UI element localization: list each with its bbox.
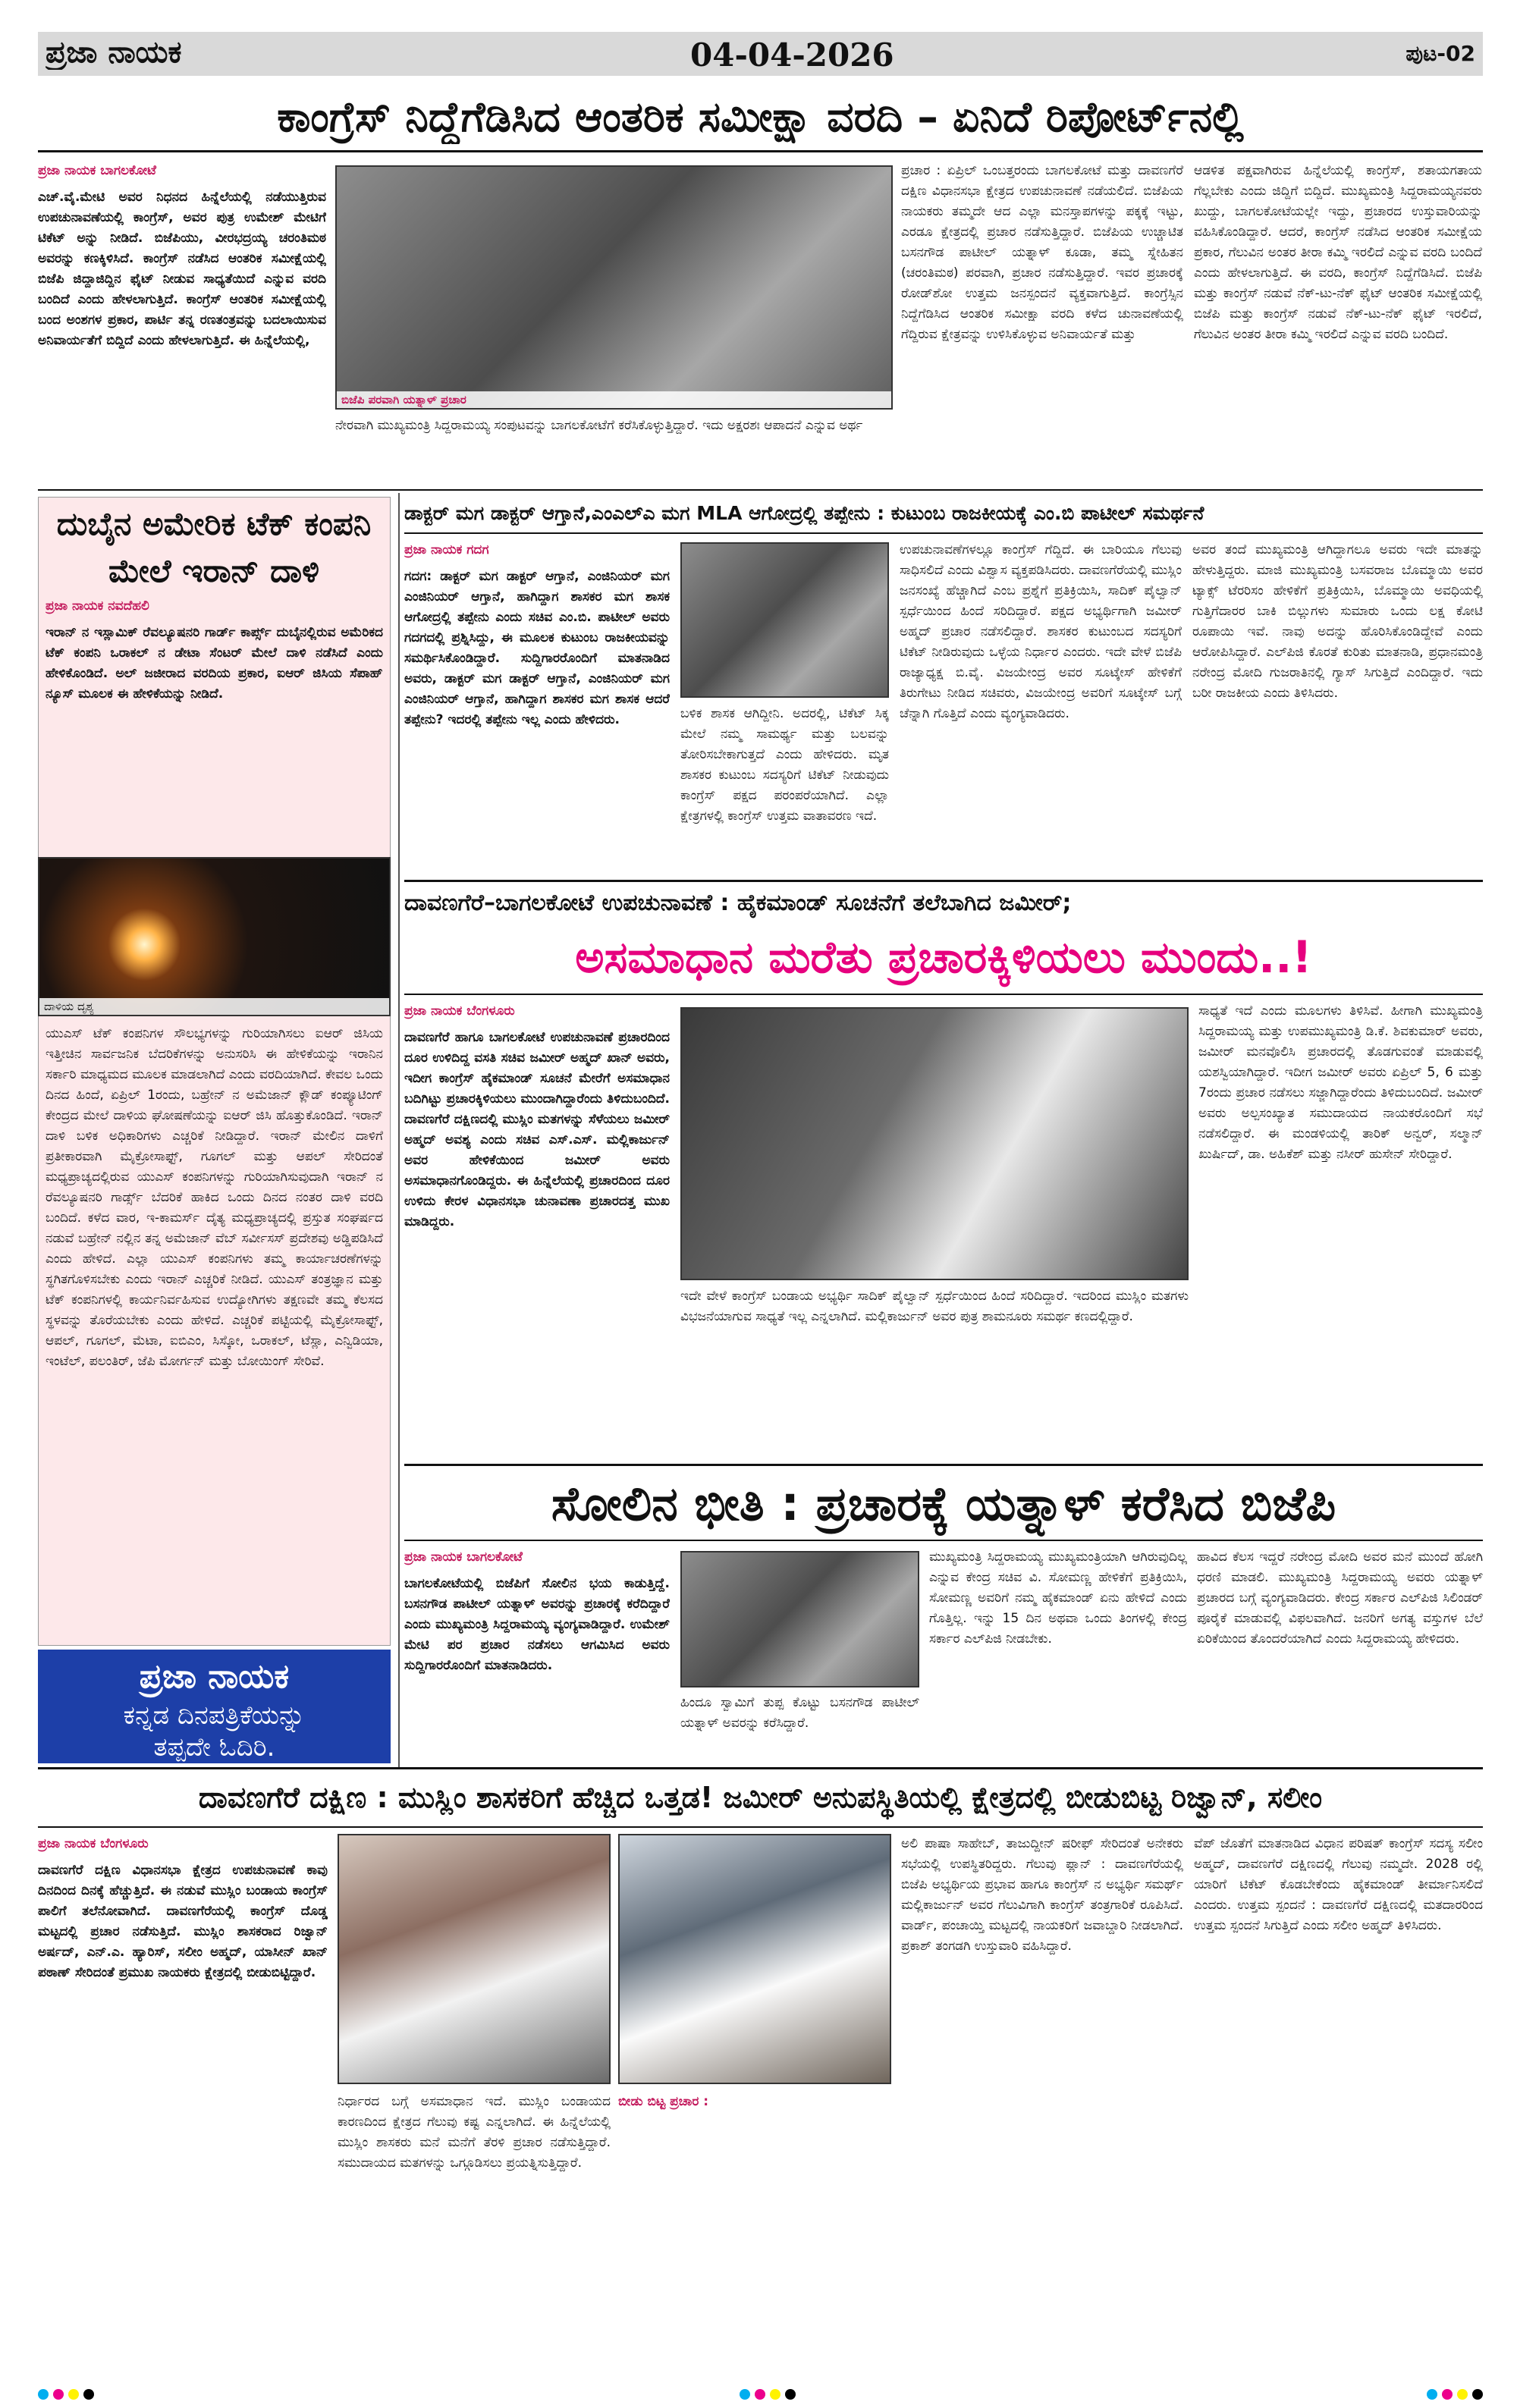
promo-banner bbox=[38, 1650, 391, 1763]
story4-col2: ಮುಖ್ಯಮಂತ್ರಿ ಸಿದ್ದರಾಮಯ್ಯ ಮುಖ್ಯಮಂತ್ರಿಯಾಗಿ ಆಗಿರುವುದಿಲ್ಲ ಎನ್ನುವ ಕೇಂದ್ರ ಸಚಿವ ವಿ. ಸೋಮಣ್ಣ ಹೇಳಿಕೆಗೆ ಪ್ರತಿಕ್ರಿಯಿಸಿ, ಸೋಮಣ್ಣ ಅವರಿಗೆ ನಮ್ಮ ಹೈಕಮಾಂಡ್ ಏನು ಹೇಳಿದೆ ಎಂದು ಗೊತ್ತಿಲ್ಲ. ಇನ್ನು 15 ದಿನ ಅಥವಾ ಒಂದು ತಿಂಗಳಲ್ಲಿ ಕೇಂದ್ರ ಸರ್ಕಾರ ಎಲ್‌ಪಿಜಿ ನೀಡಬೇಕು. bbox=[929, 1549, 1187, 1647]
divider bbox=[404, 532, 1483, 534]
photo-caption: ದಾಳಿಯ ದೃಶ್ಯ bbox=[39, 998, 389, 1015]
story1-below-photo: ನೇರವಾಗಿ ಮುಖ್ಯಮಂತ್ರಿ ಸಿದ್ದರಾಮಯ್ಯ ಸಂಪುಟವನ್ನು ಬಾಗಲಕೋಟೆಗೆ ಕರೆಸಿಕೊಳ್ಳುತ್ತಿದ್ದಾರೆ. ಇದು ಅಕ್ಷರಶಃ ಆಪಾದನೆ ಎನ್ನುವ ಅರ್ಥ bbox=[335, 418, 863, 433]
cmyk-dot bbox=[1472, 2389, 1483, 2400]
story3-below-photo: ಇದೇ ವೇಳೆ ಕಾಂಗ್ರೆಸ್ ಬಂಡಾಯ ಅಭ್ಯರ್ಥಿ ಸಾದಿಕ್ ಪೈಲ್ವಾನ್ ಸ್ಪರ್ಧೆಯಿಂದ ಹಿಂದೆ ಸರಿದಿದ್ದಾರೆ. ಇದರಿಂದ ಮುಸ್ಲಿಂ ಮತಗಳು ವಿಭಜನೆಯಾಗುವ ಸಾಧ್ಯತೆ ಇಲ್ಲ ಎನ್ನಲಾಗಿದೆ. ಮಲ್ಲಿಕಾರ್ಜುನ್ ಅವರ ಪುತ್ರ ಶಾಮನೂರು ಸಮರ್ಥ ಕಣದಲ್ಲಿದ್ದಾರೆ. bbox=[680, 1289, 1189, 1324]
story5-photo-left bbox=[338, 1834, 611, 2084]
story4-col1 bbox=[404, 1547, 670, 1761]
dateline: ಪ್ರಜಾ ನಾಯಕ ಗದಗ bbox=[404, 542, 489, 557]
dateline: ಪ್ರಜಾ ನಾಯಕ ಬೆಂಗಳೂರು bbox=[38, 1836, 149, 1851]
story5-below-photos-right bbox=[618, 2092, 891, 2369]
masthead-name: ಪ್ರಜಾ ನಾಯಕ bbox=[46, 35, 182, 70]
cmyk-dot bbox=[1442, 2389, 1453, 2400]
divider bbox=[398, 493, 400, 1767]
cmyk-dot bbox=[1427, 2389, 1437, 2400]
story4-photo-caption: ಹಿಂದೂ ಸ್ವಾಮಿಗೆ ತುಪ್ಪ ಕೊಟ್ಟು ಬಸನಗೌಡ ಪಾಟೀಲ್ ಯತ್ನಾಳ್ ಅವರನ್ನು ಕರೆಸಿದ್ದಾರೆ. bbox=[680, 1695, 919, 1731]
story3-col1 bbox=[404, 1001, 670, 1456]
story1-col3: ಆಡಳಿತ ಪಕ್ಷವಾಗಿರುವ ಹಿನ್ನೆಲೆಯಲ್ಲಿ ಕಾಂಗ್ರೆಸ್, ಶತಾಯಗತಾಯ ಗೆಲ್ಲಬೇಕು ಎಂದು ಜಿದ್ದಿಗೆ ಬಿದ್ದಿದೆ. ಮುಖ್ಯಮಂತ್ರಿ ಸಿದ್ದರಾಮಯ್ಯನವರು ಖುದ್ದು, ಬಾಗಲಕೋಟೆಯಲ್ಲೇ ಇದ್ದು, ಪ್ರಚಾರದ ಉಸ್ತುವಾರಿಯನ್ನು ವಹಿಸಿಕೊಂಡಿದ್ದಾರೆ. ಆದರೆ, ಕಾಂಗ್ರೆಸ್ ನಡೆಸಿದ ಆಂತರಿಕ ಸಮೀಕ್ಷೆಯ ಪ್ರಕಾರ, ಗೆಲುವಿನ ಅಂತರ ತೀರಾ ಕಮ್ಮಿ ಇರಲಿದೆ ಎನ್ನುವ ವರದಿ ಬಂದಿದೆ ಎಂದು ಹೇಳಲಾಗುತ್ತಿದೆ. ಈ ವರದಿ, ಕಾಂಗ್ರೆಸ್ ನಿದ್ದೆಗೆಡಿಸಿದೆ. ಬಿಜೆಪಿ ಮತ್ತು ಕಾಂಗ್ರೆಸ್ ನಡುವೆ ನೆಕ್-ಟು-ನೆಕ್ ಫೈಟ್ ಆಂತರಿಕ ಸಮೀಕ್ಷೆಯಲ್ಲಿ ಬಿಜೆಪಿ ಮತ್ತು ಕಾಂಗ್ರೆಸ್ ನಡುವೆ ನೆಕ್-ಟು-ನೆಕ್ ಫೈಟ್ ಇರಲಿದೆ, ಗೆಲುವಿನ ಅಂತರ ತೀರಾ ಕಮ್ಮಿ ಇರಲಿದೆ ಎನ್ನುವ ವರದಿ ಬಂದಿದೆ. bbox=[1194, 163, 1482, 342]
story1-col2: ಪ್ರಚಾರ : ಏಪ್ರಿಲ್ ಒಂಬತ್ತರಂದು ಬಾಗಲಕೋಟೆ ಮತ್ತು ದಾವಣಗೆರೆ ದಕ್ಷಿಣ ವಿಧಾನಸಭಾ ಕ್ಷೇತ್ರದ ಉಪಚುನಾವಣೆ ನಡೆಯಲಿದೆ. ಬಿಜೆಪಿಯ ನಾಯಕರು ತಮ್ಮದೇ ಆದ ಎಲ್ಲಾ ಮನಸ್ತಾಪಗಳನ್ನು ಪಕ್ಕಕ್ಕೆ ಇಟ್ಟು, ಎರಡೂ ಕ್ಷೇತ್ರದಲ್ಲಿ ಪ್ರಚಾರ ನಡೆಸುತ್ತಿದ್ದಾರೆ. ಬಿಜೆಪಿಯ ಉಚ್ಚಾಟಿತ ಬಸನಗೌಡ ಪಾಟೀಲ್ ಯತ್ನಾಳ್ ಕೂಡಾ, ತಮ್ಮ ಸ್ನೇಹಿತನ (ಚರಂತಿಮಠ) ಪರವಾಗಿ, ಪ್ರಚಾರ ನಡೆಸುತ್ತಿದ್ದಾರೆ. ಇವರ ಪ್ರಚಾರಕ್ಕೆ ರೋಡ್‌ಶೋ ಉತ್ತಮ ಜನಸ್ಪಂದನೆ ವ್ಯಕ್ತವಾಗುತ್ತಿದೆ. ಕಾಂಗ್ರೆಸ್ಸಿನ ನಿದ್ದೆಗೆಡಿಸಿದ ಆಂತರಿಕ ಸಮೀಕ್ಷಾ ವರದಿ ಕಳೆದ ಚುನಾವಣೆಯಲ್ಲಿ ಗೆದ್ದಿರುವ ಕ್ಷೇತ್ರವನ್ನು ಉಳಿಸಿಕೊಳ್ಳುವ ಅನಿವಾರ್ಯತೆ ಮತ್ತು bbox=[901, 163, 1183, 342]
divider bbox=[38, 150, 1483, 152]
photo-caption: ಬಿಜೆಪಿ ಪರವಾಗಿ ಯತ್ನಾಳ್ ಪ್ರಚಾರ bbox=[337, 391, 891, 408]
photo-caption: ಬೀಡು ಬಿಟ್ಟ ಪ್ರಚಾರ : bbox=[618, 2094, 709, 2109]
story5-col2: ಅಲಿ ಪಾಷಾ ಸಾಹೇಬ್, ತಾಜುದ್ದೀನ್ ಷರೀಫ್ ಸೇರಿದಂತೆ ಅನೇಕರು ಸಭೆಯಲ್ಲಿ ಉಪಸ್ಥಿತರಿದ್ದರು. ಗೆಲುವು ಪ್ಲಾನ್ : ದಾವಣಗೆರೆಯಲ್ಲಿ ಬಿಜೆಪಿ ಅಭ್ಯರ್ಥಿಯ ಪ್ರಭಾವ ಹಾಗೂ ಕಾಂಗ್ರೆಸ್ ನ ಅಭ್ಯರ್ಥಿ ಸಮರ್ಥ್ ಮಲ್ಲಿಕಾರ್ಜುನ್ ಅವರ ಗೆಲುವಿಗಾಗಿ ಕಾಂಗ್ರೆಸ್ ತಂತ್ರಗಾರಿಕೆ ರೂಪಿಸಿದೆ. ವಾರ್ಡ್, ಪಂಚಾಯ್ತಿ ಮಟ್ಟದಲ್ಲಿ ನಾಯಕರಿಗೆ ಜವಾಬ್ದಾರಿ ನೀಡಲಾಗಿದೆ. ಪ್ರಕಾಶ್ ತಂಗಡಗಿ ಉಸ್ತುವಾರಿ ವಹಿಸಿದ್ದಾರೆ. bbox=[901, 1836, 1183, 1954]
story2-lead: ಗದಗ: ಡಾಕ್ಟರ್ ಮಗ ಡಾಕ್ಟರ್ ಆಗ್ತಾನೆ, ಎಂಜಿನಿಯರ್ ಮಗ ಎಂಜಿನಿಯರ್ ಆಗ್ತಾನೆ, ಹಾಗಿದ್ದಾಗ ಶಾಸಕರ ಮಗ ಶಾಸಕ ಆಗೋದ್ರಲ್ಲಿ ತಪ್ಪೇನು ಎಂದು ಸಚಿವ ಎಂ.ಬಿ. ಪಾಟೀಲ್ ಅವರು ಗದಗದಲ್ಲಿ ಪ್ರಶ್ನಿಸಿದ್ದು, ಈ ಮೂಲಕ ಕುಟುಂಬ ರಾಜಕೀಯವನ್ನು ಸಮರ್ಥಿಸಿಕೊಂಡಿದ್ದಾರೆ. ಸುದ್ದಿಗಾರರೊಂದಿಗೆ ಮಾತನಾಡಿದ ಅವರು, ಡಾಕ್ಟರ್ ಮಗ ಡಾಕ್ಟರ್ ಆಗ್ತಾನೆ, ಎಂಜಿನಿಯರ್ ಮಗ ಎಂಜಿನಿಯರ್ ಆಗ್ತಾನೆ, ಹಾಗಿದ್ದಾಗ ಶಾಸಕರ ಮಗ ಶಾಸಕ ಆದರೆ ತಪ್ಪೇನು? ಇದರಲ್ಲಿ ತಪ್ಪೇನು ಇಲ್ಲ ಎಂದು ಹೇಳಿದರು. bbox=[404, 569, 670, 727]
divider bbox=[404, 994, 1483, 995]
story5-col3: ವೆಪ್ ಜೊತೆಗೆ ಮಾತನಾಡಿದ ವಿಧಾನ ಪರಿಷತ್ ಕಾಂಗ್ರೆಸ್ ಸದಸ್ಯ ಸಲೀಂ ಅಹ್ಮದ್, ದಾವಣಗೆರೆ ದಕ್ಷಿಣದಲ್ಲಿ ಗೆಲುವು ನಮ್ಮದೇ. 2028 ರಲ್ಲಿ ಯಾರಿಗೆ ಟಿಕೆಟ್ ಕೊಡಬೇಕೆಂದು ಹೈಕಮಾಂಡ್ ತೀರ್ಮಾನಿಸಲಿದೆ ಎಂದರು. ಉತ್ತಮ ಸ್ಪಂದನೆ : ದಾವಣಗೆರೆ ದಕ್ಷಿಣದಲ್ಲಿ ಮತದಾರರಿಂದ ಉತ್ತಮ ಸ್ಪಂದನೆ ಸಿಗುತ್ತಿದೆ ಎಂದು ಸಲೀಂ ಅಹ್ಮದ್ ತಿಳಿಸಿದರು. bbox=[1194, 1836, 1483, 1933]
story2-col2: ಉಪಚುನಾವಣೆಗಳಲ್ಲೂ ಕಾಂಗ್ರೆಸ್ ಗೆದ್ದಿದೆ. ಈ ಬಾರಿಯೂ ಗೆಲುವು ಸಾಧಿಸಲಿದೆ ಎಂದು ವಿಶ್ವಾಸ ವ್ಯಕ್ತಪಡಿಸಿದರು. ದಾವಣಗೆರೆಯಲ್ಲಿ ಮುಸ್ಲಿಂ ಜನಸಂಖ್ಯೆ ಹೆಚ್ಚಾಗಿದೆ ಎಂಬ ಪ್ರಶ್ನೆಗೆ ಪ್ರತಿಕ್ರಿಯಿಸಿ, ಸಾದಿಕ್ ಪೈಲ್ವಾನ್ ಸ್ಪರ್ಧೆಯಿಂದ ಹಿಂದೆ ಸರಿದಿದ್ದಾರೆ. ಪಕ್ಷದ ಅಭ್ಯರ್ಥಿಗಾಗಿ ಜಮೀರ್ ಅಹ್ಮದ್ ಪ್ರಚಾರ ನಡೆಸಲಿದ್ದಾರೆ. ಶಾಸಕರ ಕುಟುಂಬದ ಸದಸ್ಯರಿಗೆ ಟಿಕೆಟ್ ನೀಡಿರುವುದು ಒಳ್ಳೆಯ ನಿರ್ಧಾರ ಎಂದರು. ಇದೇ ವೇಳೆ ಬಿಜೆಪಿ ರಾಜ್ಯಾಧ್ಯಕ್ಷ ಬಿ.ವೈ. ವಿಜಯೇಂದ್ರ ಅವರ ಸೂಟ್ಕೇಸ್ ಹೇಳಿಕೆಗೆ ತಿರುಗೇಟು ನೀಡಿದ ಸಚಿವರು, ವಿಜಯೇಂದ್ರ ಅವರಿಗೆ ಸೂಟ್ಕೇಸ್ ಬಗ್ಗೆ ಚೆನ್ನಾಗಿ ಗೊತ್ತಿದೆ ಎಂದು ವ್ಯಂಗ್ಯವಾಡಿದರು. bbox=[900, 542, 1182, 721]
sidebar-body: ಯುಎಸ್ ಟೆಕ್ ಕಂಪನಿಗಳ ಸೌಲಭ್ಯಗಳನ್ನು ಗುರಿಯಾಗಿಸಲು ಐಆರ್ ಜಿಸಿಯ ಇತ್ತೀಚಿನ ಸಾರ್ವಜನಿಕ ಬೆದರಿಕೆಗಳನ್ನು ಅನುಸರಿಸಿ ಈ ಹೇಳಿಕೆಯನ್ನು ಇರಾನಿನ ಸರ್ಕಾರಿ ಮಾಧ್ಯಮದ ಮೂಲಕ ಮಾಡಲಾಗಿದೆ ಎಂದು ವರದಿಯಾಗಿದೆ. ಕೇವಲ ಒಂದು ದಿನದ ಹಿಂದೆ, ಏಪ್ರಿಲ್ 1ರಂದು, ಬಹ್ರೇನ್ ನ ಅಮೆಜಾನ್ ಕ್ಲೌಡ್ ಕಂಪ್ಯೂಟಿಂಗ್ ಕೇಂದ್ರದ ಮೇಲೆ ದಾಳಿಯ ಘೋಷಣೆಯನ್ನು ಐಆರ್ ಜಿಸಿ ಹೊತ್ತುಕೊಂಡಿದೆ. ಇರಾನ್ ದಾಳಿ ಬಳಿಕ ಅಧಿಕಾರಿಗಳು ಎಚ್ಚರಿಕೆ ನೀಡಿದ್ದಾರೆ. ಇರಾನ್ ಮೇಲಿನ ದಾಳಿಗೆ ಪ್ರತೀಕಾರವಾಗಿ ಮೈಕ್ರೋಸಾಫ್ಟ್, ಗೂಗಲ್ ಮತ್ತು ಆಪಲ್ ಸೇರಿದಂತೆ ಮಧ್ಯಪ್ರಾಚ್ಯದಲ್ಲಿರುವ ಯುಎಸ್ ಕಂಪನಿಗಳನ್ನು ಗುರಿಯಾಗಿಸುವುದಾಗಿ ಇರಾನ್ ನ ರೆವಲ್ಯೂಷನರಿ ಗಾರ್ಡ್ಸ್ ಬೆದರಿಕೆ ಹಾಕಿದ ಒಂದು ದಿನದ ನಂತರ ದಾಳಿ ವರದಿ ಬಂದಿದೆ. ಕಳೆದ ವಾರ, ಇ-ಕಾಮರ್ಸ್ ದೈತ್ಯ ಮಧ್ಯಪ್ರಾಚ್ಯದಲ್ಲಿ ಪ್ರಸ್ತುತ ಸಂಘರ್ಷದ ನಡುವೆ ಬಹ್ರೇನ್ ನಲ್ಲಿನ ತನ್ನ ಅಮೆಜಾನ್ ವೆಬ್ ಸರ್ವೀಸಸ್ ಪ್ರದೇಶವು ಅಡ್ಡಿಪಡಿಸಿದೆ ಎಂದು ಹೇಳಿದೆ. ಎಲ್ಲಾ ಯುಎಸ್ ಕಂಪನಿಗಳು ತಮ್ಮ ಕಾರ್ಯಾಚರಣೆಗಳನ್ನು ಸ್ಥಗಿತಗೊಳಿಸಬೇಕು ಎಂದು ಇರಾನ್ ಎಚ್ಚರಿಕೆ ನೀಡಿದೆ. ಯುಎಸ್ ತಂತ್ರಜ್ಞಾನ ಮತ್ತು ಟೆಕ್ ಕಂಪನಿಗಳಲ್ಲಿ ಕಾರ್ಯನಿರ್ವಹಿಸುವ ಉದ್ಯೋಗಿಗಳು ತಕ್ಷಣವೇ ತಮ್ಮ ಕೆಲಸದ ಸ್ಥಳವನ್ನು ತೊರೆಯಬೇಕು ಎಂದು ಹೇಳಿದೆ. ಎಚ್ಚರಿಕೆ ಪಟ್ಟಿಯಲ್ಲಿ ಮೈಕ್ರೋಸಾಫ್ಟ್, ಆಪಲ್, ಗೂಗಲ್, ಮೆಟಾ, ಐಬಿಎಂ, ಸಿಸ್ಕೋ, ಒರಾಕಲ್, ಟೆಸ್ಲಾ, ಎನ್ವಿಡಿಯಾ, ಇಂಟೆಲ್, ಪಲಂತಿರ್, ಜೆಪಿ ಮೋರ್ಗನ್ ಮತ್ತು ಬೋಯಿಂಗ್ ಸೇರಿವೆ. bbox=[46, 1026, 383, 1369]
cmyk-dot bbox=[53, 2389, 64, 2400]
sidebar-lead-text: ಇರಾನ್ ನ ಇಸ್ಲಾಮಿಕ್ ರೆವಲ್ಯೂಷನರಿ ಗಾರ್ಡ್ ಕಾರ್ಪ್ಸ್ ದುಬೈನಲ್ಲಿರುವ ಅಮೆರಿಕದ ಟೆಕ್ ಕಂಪನಿ ಒರಾಕಲ್ ನ ಡೇಟಾ ಸೆಂಟರ್ ಮೇಲೆ ದಾಳಿ ನಡೆಸಿದೆ ಎಂದು ಹೇಳಿಕೊಂಡಿದೆ. ಅಲ್ ಜಜೀರಾದ ವರದಿಯ ಪ್ರಕಾರ, ಐಆರ್ ಜಿಸಿಯ ಸೆಪಾಹ್ ನ್ಯೂಸ್ ಮೂಲಕ ಈ ಹೇಳಿಕೆಯನ್ನು ನೀಡಿದೆ. bbox=[46, 625, 383, 702]
story5-lead: ದಾವಣಗೆರೆ ದಕ್ಷಿಣ ವಿಧಾನಸಭಾ ಕ್ಷೇತ್ರದ ಉಪಚುನಾವಣೆ ಕಾವು ದಿನದಿಂದ ದಿನಕ್ಕೆ ಹೆಚ್ಚುತ್ತಿದೆ. ಈ ನಡುವೆ ಮುಸ್ಲಿಂ ಬಂಡಾಯ ಕಾಂಗ್ರೆಸ್ ಪಾಲಿಗೆ ತಲೆನೋವಾಗಿದೆ. ದಾವಣಗೆರೆಯಲ್ಲಿ ಕಾಂಗ್ರೆಸ್ ದೊಡ್ಡ ಮಟ್ಟದಲ್ಲಿ ಪ್ರಚಾರ ನಡೆಸುತ್ತಿದೆ. ಮುಸ್ಲಿಂ ಶಾಸಕರಾದ ರಿಜ್ವಾನ್ ಅರ್ಷದ್, ಎನ್.ಎ. ಹ್ಯಾರಿಸ್, ಸಲೀಂ ಅಹ್ಮದ್, ಯಾಸೀನ್ ಖಾನ್ ಪಠಾಣ್ ಸೇರಿದಂತೆ ಪ್ರಮುಖ ನಾಯಕರು ಕ್ಷೇತ್ರದಲ್ಲಿ ಬೀಡುಬಿಟ್ಟಿದ್ದಾರೆ. bbox=[38, 1863, 328, 1980]
story4-col3: ಹಾವಿದ ಕೆಲಸ ಇದ್ದರೆ ನರೇಂದ್ರ ಮೋದಿ ಅವರ ಮನೆ ಮುಂದೆ ಹೋಗಿ ಧರಣಿ ಮಾಡಲಿ. ಮುಖ್ಯಮಂತ್ರಿ ಸಿದ್ದರಾಮಯ್ಯ ಅವರು ಯತ್ನಾಳ್ ಪ್ರಚಾರದ ಬಗ್ಗೆ ವ್ಯಂಗ್ಯವಾಡಿದರು. ಕೇಂದ್ರ ಸರ್ಕಾರ ಎಲ್‌ಪಿಜಿ ಸಿಲಿಂಡರ್ ಪೂರೈಕೆ ಮಾಡುವಲ್ಲಿ ವಿಫಲವಾಗಿದೆ. ಜನರಿಗೆ ಅಗತ್ಯ ವಸ್ತುಗಳ ಬೆಲೆ ಏರಿಕೆಯಿಂದ ತೊಂದರೆಯಾಗಿದೆ ಎಂದು ಸಿದ್ದರಾಮಯ್ಯ ಹೇಳಿದರು. bbox=[1197, 1549, 1483, 1647]
story2-photo bbox=[680, 542, 889, 698]
sidebar-headline: ದುಬೈನ ಅಮೇರಿಕ ಟೆಕ್ ಕಂಪನಿ ಮೇಲೆ ಇರಾನ್ ದಾಳಿ bbox=[56, 505, 372, 589]
divider bbox=[38, 1826, 1483, 1828]
divider bbox=[38, 1767, 1483, 1769]
story3-lead: ದಾವಣಗೆರೆ ಹಾಗೂ ಬಾಗಲಕೋಟೆ ಉಪಚುನಾವಣೆ ಪ್ರಚಾರದಿಂದ ದೂರ ಉಳಿದಿದ್ದ ವಸತಿ ಸಚಿವ ಜಮೀರ್ ಅಹ್ಮದ್ ಖಾನ್ ಅವರು, ಇದೀಗ ಕಾಂಗ್ರೆಸ್ ಹೈಕಮಾಂಡ್ ಸೂಚನೆ ಮೇರೆಗೆ ಅಸಮಾಧಾನ ಬದಿಗಿಟ್ಟು ಪ್ರಚಾರಕ್ಕಿಳಿಯಲು ಮುಂದಾಗಿದ್ದಾರೆಂದು ತಿಳಿದುಬಂದಿದೆ. ದಾವಣಗೆರೆ ದಕ್ಷಿಣದಲ್ಲಿ ಮುಸ್ಲಿಂ ಮತಗಳನ್ನು ಸೆಳೆಯಲು ಜಮೀರ್ ಅಹ್ಮದ್ ಅವಶ್ಯ ಎಂದು ಸಚಿವ ಎಸ್.ಎಸ್. ಮಲ್ಲಿಕಾರ್ಜುನ್ ಅವರ ಹೇಳಿಕೆಯಿಂದ ಜಮೀರ್ ಅವರು ಅಸಮಾಧಾನಗೊಂಡಿದ್ದರು. ಈ ಹಿನ್ನೆಲೆಯಲ್ಲಿ ಪ್ರಚಾರದಿಂದ ದೂರ ಉಳಿದು ಕೇರಳ ವಿಧಾನಸಭಾ ಚುನಾವಣಾ ಪ್ರಚಾರದತ್ತ ಮುಖ ಮಾಡಿದ್ದರು. bbox=[404, 1030, 670, 1229]
dateline: ಪ್ರಜಾ ನಾಯಕ ಬಾಗಲಕೋಟೆ bbox=[38, 163, 156, 178]
cmyk-dot bbox=[770, 2389, 780, 2400]
cmyk-dot bbox=[1457, 2389, 1468, 2400]
story4-headline: ಸೋಲಿನ ಭೀತಿ : ಪ್ರಚಾರಕ್ಕೆ ಯತ್ನಾಳ್ ಕರೆಸಿದ ಬಿಜೆಪಿ bbox=[551, 1476, 1336, 1531]
story5-headline: ದಾವಣಗೆರೆ ದಕ್ಷಿಣ : ಮುಸ್ಲಿಂ ಶಾಸಕರಿಗೆ ಹೆಚ್ಚಿದ ಒತ್ತಡ! ಜಮೀರ್ ಅನುಪಸ್ಥಿತಿಯಲ್ಲಿ ಕ್ಷೇತ್ರದಲ್ಲಿ ಬೀಡುಬಿಟ್ಟ ರಿಜ್ವಾನ್, ಸಲೀಂ bbox=[198, 1781, 1323, 1814]
story1-photo bbox=[335, 165, 893, 410]
masthead-date: 04-04-2026 bbox=[690, 36, 894, 74]
cmyk-dot bbox=[83, 2389, 94, 2400]
story2-col1 bbox=[404, 540, 670, 874]
promo-title: ಪ್ರಜಾ ನಾಯಕ bbox=[139, 1657, 290, 1696]
sidebar-photo bbox=[38, 857, 391, 1016]
story5-below-photos: ನಿರ್ಧಾರದ ಬಗ್ಗೆ ಅಸಮಾಧಾನ ಇದೆ. ಮುಸ್ಲಿಂ ಬಂಡಾಯದ ಕಾರಣದಿಂದ ಕ್ಷೇತ್ರದ ಗೆಲುವು ಕಷ್ಟ ಎನ್ನಲಾಗಿದೆ. ಈ ಹಿನ್ನೆಲೆಯಲ್ಲಿ ಮುಸ್ಲಿಂ ಶಾಸಕರು ಮನೆ ಮನೆಗೆ ತೆರಳಿ ಪ್ರಚಾರ ನಡೆಸುತ್ತಿದ್ದಾರೆ. ಸಮುದಾಯದ ಮತಗಳನ್ನು ಒಗ್ಗೂಡಿಸಲು ಪ್ರಯತ್ನಿಸುತ್ತಿದ್ದಾರೆ. bbox=[338, 2094, 611, 2171]
promo-line1: ಕನ್ನಡ ದಿನಪತ್ರಿಕೆಯನ್ನು bbox=[123, 1700, 306, 1731]
story1-col1 bbox=[38, 161, 326, 481]
footer-color-dots bbox=[38, 2389, 1483, 2404]
dateline: ಪ್ರಜಾ ನಾಯಕ ಬೆಂಗಳೂರು bbox=[404, 1003, 515, 1019]
cmyk-dot bbox=[740, 2389, 750, 2400]
story3-photo bbox=[680, 1007, 1189, 1280]
story1-lead: ಎಚ್.ವೈ.ಮೇಟಿ ಅವರ ನಿಧನದ ಹಿನ್ನೆಲೆಯಲ್ಲಿ ನಡೆಯುತ್ತಿರುವ ಉಪಚುನಾವಣೆಯಲ್ಲಿ ಕಾಂಗ್ರೆಸ್, ಅವರ ಪುತ್ರ ಉಮೇಶ್ ಮೇಟಿಗೆ ಟಿಕೆಟ್ ಅನ್ನು ನೀಡಿದೆ. ಬಿಜೆಪಿಯು, ವೀರಭದ್ರಯ್ಯ ಚರಂತಿಮಠ ಅವರನ್ನು ಕಣಕ್ಕಿಳಿಸಿದೆ. ಕಾಂಗ್ರೆಸ್ ನಡೆಸಿದ ಆಂತರಿಕ ಸಮೀಕ್ಷೆಯಲ್ಲಿ ಬಿಜೆಪಿ ಜಿದ್ದಾಜಿದ್ದಿನ ಫೈಟ್ ನೀಡುವ ಸಾಧ್ಯತೆಯಿದೆ ಎನ್ನುವ ವರದಿ ಬಂದಿದೆ ಎಂದು ಹೇಳಲಾಗುತ್ತಿದೆ. ಕಾಂಗ್ರೆಸ್ ಆಂತರಿಕ ಸಮೀಕ್ಷೆಯಲ್ಲಿ ಬಂದ ಅಂಶಗಳ ಪ್ರಕಾರ, ಪಾರ್ಟಿ ತನ್ನ ರಣತಂತ್ರವನ್ನು ಬದಲಾಯಿಸುವ ಅನಿವಾರ್ಯತೆಗೆ ಬಿದ್ದಿದೆ ಎಂದು ಹೇಳಲಾಗುತ್ತಿದೆ. ಈ ಹಿನ್ನೆಲೆಯಲ್ಲಿ, bbox=[38, 190, 326, 348]
cmyk-dot bbox=[38, 2389, 49, 2400]
cmyk-dot bbox=[785, 2389, 796, 2400]
promo-line2: ತಪ್ಪದೇ ಓದಿರಿ. bbox=[153, 1732, 275, 1763]
sidebar-lead bbox=[46, 596, 383, 854]
story3-col2: ಸಾಧ್ಯತೆ ಇದೆ ಎಂದು ಮೂಲಗಳು ತಿಳಿಸಿವೆ. ಹೀಗಾಗಿ ಮುಖ್ಯಮಂತ್ರಿ ಸಿದ್ದರಾಮಯ್ಯ ಮತ್ತು ಉಪಮುಖ್ಯಮಂತ್ರಿ ಡಿ.ಕೆ. ಶಿವಕುಮಾರ್ ಅವರು, ಜಮೀರ್ ಮನವೊಲಿಸಿ ಪ್ರಚಾರದಲ್ಲಿ ತೊಡಗುವಂತೆ ಮಾಡುವಲ್ಲಿ ಯಶಸ್ವಿಯಾಗಿದ್ದಾರೆ. ಇದೀಗ ಜಮೀರ್ ಅವರು ಏಪ್ರಿಲ್ 5, 6 ಮತ್ತು 7ರಂದು ಪ್ರಚಾರ ನಡೆಸಲು ಸಜ್ಜಾಗಿದ್ದಾರೆಂದು ತಿಳಿದುಬಂದಿದೆ. ಜಮೀರ್ ಅವರು ಅಲ್ಪಸಂಖ್ಯಾತ ಸಮುದಾಯದ ನಾಯಕರೊಂದಿಗೆ ಸಭೆ ನಡೆಸಲಿದ್ದಾರೆ. ಈ ಮಂಡಳಿಯಲ್ಲಿ ತಾರಿಕ್ ಅನ್ವರ್, ಸಲ್ಮಾನ್ ಖುರ್ಷಿದ್, ಡಾ. ಅಹಿಕೆಶ್ ಮತ್ತು ನಸೀರ್ ಹುಸೇನ್ ಸೇರಿದ್ದಾರೆ. bbox=[1198, 1003, 1483, 1162]
story3-kicker: ದಾವಣಗೆರೆ–ಬಾಗಲಕೋಟೆ ಉಪಚುನಾವಣೆ : ಹೈಕಮಾಂಡ್ ಸೂಚನೆಗೆ ತಲೆಬಾಗಿದ ಜಮೀರ್; bbox=[404, 890, 1072, 916]
story2-col3: ಅವರ ತಂದೆ ಮುಖ್ಯಮಂತ್ರಿ ಆಗಿದ್ದಾಗಲೂ ಅವರು ಇದೇ ಮಾತನ್ನು ಹೇಳುತ್ತಿದ್ದರು. ಮಾಜಿ ಮುಖ್ಯಮಂತ್ರಿ ಬಸವರಾಜ ಬೊಮ್ಮಾಯಿ ಅವರ ಟ್ಯಾಕ್ಸ್ ಟೆರರಿಸಂ ಹೇಳಿಕೆಗೆ ಪ್ರತಿಕ್ರಿಯಿಸಿ, ಬೊಮ್ಮಾಯಿ ಅವಧಿಯಲ್ಲಿ ಗುತ್ತಿಗೆದಾರರ ಬಾಕಿ ಬಿಲ್ಲುಗಳು ಸುಮಾರು ಒಂದು ಲಕ್ಷ ಕೋಟಿ ರೂಪಾಯಿ ಇವೆ. ನಾವು ಅದನ್ನು ಹೊರಿಸಿಕೊಂಡಿದ್ದೇವೆ ಎಂದು ಆರೋಪಿಸಿದ್ದಾರೆ. ಎಲ್‌ಪಿಜಿ ಕೊರತೆ ಕುರಿತು ಮಾತನಾಡಿ, ಪ್ರಧಾನಮಂತ್ರಿ ನರೇಂದ್ರ ಮೋದಿ ಗುಜರಾತಿನಲ್ಲಿ ಗ್ಯಾಸ್ ಸಿಗುತ್ತಿದೆ ಎಂದಿದ್ದಾರೆ. ಇದು ಬರೀ ರಾಜಕೀಯ ಎಂದು ತಿಳಿಸಿದರು. bbox=[1192, 542, 1483, 701]
story4-lead: ಬಾಗಲಕೋಟೆಯಲ್ಲಿ ಬಿಜೆಪಿಗೆ ಸೋಲಿನ ಭಯ ಕಾಡುತ್ತಿದ್ದೆ. ಬಸನಗೌಡ ಪಾಟೀಲ್ ಯತ್ನಾಳ್ ಅವರನ್ನು ಪ್ರಚಾರಕ್ಕೆ ಕರೆದಿದ್ದಾರೆ ಎಂದು ಮುಖ್ಯಮಂತ್ರಿ ಸಿದ್ದರಾಮಯ್ಯ ವ್ಯಂಗ್ಯವಾಡಿದ್ದಾರೆ. ಉಮೇಶ್ ಮೇಟಿ ಪರ ಪ್ರಚಾರ ನಡೆಸಲು ಆಗಮಿಸಿದ ಅವರು ಸುದ್ದಿಗಾರರೊಂದಿಗೆ ಮಾತನಾಡಿದರು. bbox=[404, 1576, 670, 1673]
divider bbox=[38, 489, 1483, 491]
cmyk-dot bbox=[755, 2389, 765, 2400]
divider bbox=[404, 1540, 1483, 1541]
dateline: ಪ್ರಜಾ ನಾಯಕ ನವದೆಹಲಿ bbox=[46, 598, 149, 614]
story2-below-photo: ಬಳಿಕ ಶಾಸಕ ಆಗಿದ್ದೀನಿ. ಅದರಲ್ಲಿ, ಟಿಕೆಟ್ ಸಿಕ್ಕ ಮೇಲೆ ನಮ್ಮ ಸಾಮರ್ಥ್ಯ ಮತ್ತು ಬಲವನ್ನು ತೋರಿಸಬೇಕಾಗುತ್ತದೆ ಎಂದು ಹೇಳಿದರು. ಮೃತ ಶಾಸಕರ ಕುಟುಂಬ ಸದಸ್ಯರಿಗೆ ಟಿಕೆಟ್ ನೀಡುವುದು ಕಾಂಗ್ರೆಸ್ ಪಕ್ಷದ ಪರಂಪರೆಯಾಗಿದೆ. ಎಲ್ಲಾ ಕ್ಷೇತ್ರಗಳಲ್ಲಿ ಕಾಂಗ್ರೆಸ್ ಉತ್ತಮ ವಾತಾವರಣ ಇದೆ. bbox=[680, 706, 889, 824]
dateline: ಪ್ರಜಾ ನಾಯಕ ಬಾಗಲಕೋಟೆ bbox=[404, 1549, 523, 1565]
story2-headline: ಡಾಕ್ಟರ್ ಮಗ ಡಾಕ್ಟರ್ ಆಗ್ತಾನೆ,ಎಂಎಲ್ಎ ಮಗ MLA ಆಗೋದ್ರಲ್ಲಿ ತಪ್ಪೇನು : ಕುಟುಂಬ ರಾಜಕೀಯಕ್ಕೆ ಎಂ.ಬಿ ಪಾಟೀಲ್ ಸಮರ್ಥನೆ bbox=[404, 502, 1204, 524]
story5-photo-right bbox=[618, 1834, 891, 2084]
story4-photo bbox=[680, 1551, 919, 1687]
story5-col1 bbox=[38, 1834, 328, 2369]
page-number: ಪುಟ-02 bbox=[1406, 41, 1475, 66]
divider bbox=[404, 1464, 1483, 1466]
story3-headline: ಅಸಮಾಧಾನ ಮರೆತು ಪ್ರಚಾರಕ್ಕಿಳಿಯಲು ಮುಂದು..! bbox=[575, 931, 1312, 983]
story1-headline: ಕಾಂಗ್ರೆಸ್ ನಿದ್ದೆಗೆಡಿಸಿದ ಆಂತರಿಕ ಸಮೀಕ್ಷಾ ವರದಿ – ಏನಿದೆ ರಿಪೋರ್ಟ್‌ನಲ್ಲಿ bbox=[277, 93, 1244, 141]
masthead bbox=[38, 32, 1483, 76]
cmyk-dot bbox=[68, 2389, 79, 2400]
divider bbox=[404, 880, 1483, 882]
